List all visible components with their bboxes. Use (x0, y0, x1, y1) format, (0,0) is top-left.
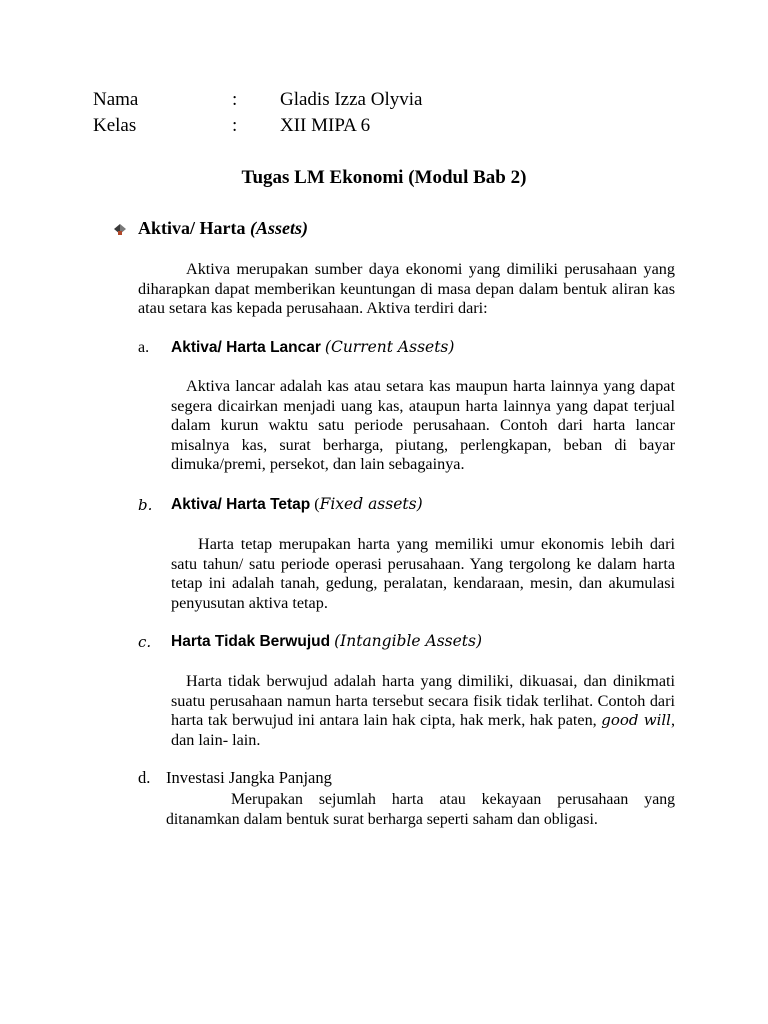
item-c-label: Harta Tidak Berwujud (171, 633, 331, 650)
item-a-text: Aktiva lancar adalah kas atau setara kas maupun harta lainnya yang dapat segera dicairkan menjadi uang kas, ataupun harta lainnya yang dapat terjual dalam kurun waktu satu periode perusahaan. Contoh dari harta lancar misalnya kas, surat berharga, piutang, perlengkapan, beban di bayar dimuka/premi, persekot, dan lain sebagainya. (171, 377, 675, 474)
item-a-label: Aktiva/ Harta Lancar (171, 339, 321, 356)
name-label: Nama (93, 89, 139, 110)
item-c-marker: c. (138, 633, 152, 651)
item-b-label-open: ( (310, 496, 320, 513)
section-title (138, 218, 308, 239)
class-value: XII MIPA 6 (280, 115, 371, 136)
item-d-text: Merupakan sejumlah harta atau kekayaan perusahaan yang ditanamkan dalam bentuk surat berharga seperti saham dan obligasi. (166, 791, 675, 828)
item-a-marker: a. (138, 339, 150, 356)
item-c-heading (171, 632, 482, 651)
class-separator: : (232, 115, 238, 136)
item-c-text (171, 672, 675, 750)
item-b-label-english: Fixed assets) (319, 495, 423, 513)
section-title-english: (Assets) (250, 218, 308, 238)
item-b-heading (171, 495, 423, 514)
section-title-text: Aktiva/ Harta (138, 218, 250, 238)
item-b-text: Harta tetap merupakan harta yang memiliki umur ekonomis lebih dari satu tahun/ satu periode operasi perusahaan. Yang tergolong ke dalam harta tetap ini adalah tanah, gedung, peralatan, kendaraan, mesin, dan akumulasi penyusutan aktiva tetap. (171, 535, 675, 612)
item-b-marker: b. (138, 496, 153, 514)
name-separator: : (232, 89, 238, 110)
item-c-text-before: Harta tidak berwujud adalah harta yang dimiliki, dikuasai, dan dinikmati suatu perusahaan namun harta tersebut secara fisik tidak terlihat. Contoh dari harta tak berwujud ini antara lain hak cipta, hak merk, hak paten, (171, 672, 675, 730)
item-a-heading (171, 338, 454, 357)
page-title: Tugas LM Ekonomi (Modul Bab 2) (241, 167, 527, 188)
name-value: Gladis Izza Olyvia (280, 89, 423, 110)
item-a-label-english: (Current Assets) (324, 338, 455, 356)
item-c-label-english: (Intangible Assets) (334, 632, 483, 650)
section-intro: Aktiva merupakan sumber daya ekonomi yang dimiliki perusahaan yang diharapkan dapat memberikan keuntungan di masa depan dalam bentuk aliran kas atau setara kas kepada perusahaan. Aktiva terdiri dari: (138, 260, 675, 318)
item-d-label: Investasi Jangka Panjang (166, 768, 332, 787)
class-label: Kelas (93, 115, 137, 136)
arrow-bullet-icon (113, 222, 127, 236)
item-c-text-after: , dan lain- lain. (171, 711, 676, 749)
item-c-text-italic: good will (601, 711, 671, 730)
item-d-marker: d. (138, 768, 151, 787)
item-b-label: Aktiva/ Harta Tetap (171, 496, 311, 513)
